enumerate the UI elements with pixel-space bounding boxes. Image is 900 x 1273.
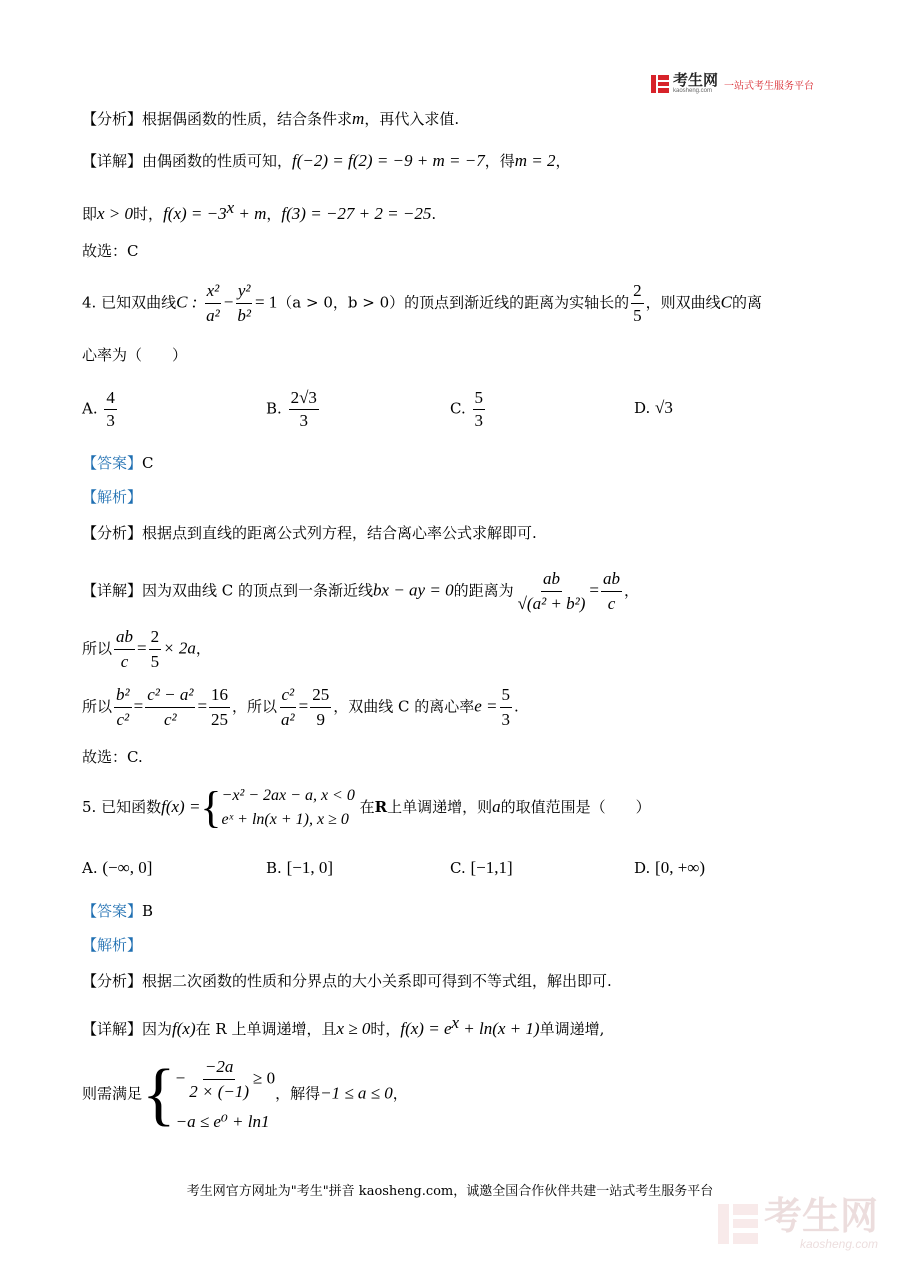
q3-analysis: 【分析】根据偶函数的性质，结合条件求m，再代入求值. [82, 109, 460, 128]
q4-option-a: A. $\frac{4}{3}$ [82, 388, 115, 430]
watermark [718, 1197, 878, 1251]
q4-answer: 【答案】C [82, 454, 154, 472]
q4-frac-y: $\frac{\text{y²}}{\text{b²}}$ [237, 281, 251, 325]
header-slogan: 一站式考生服务平台 [724, 80, 814, 92]
watermark-logo-icon [718, 1204, 758, 1244]
q5-answer: 【答案】B [82, 902, 154, 920]
q5-option-b: B. [−1, 0] [266, 858, 333, 877]
q4-option-d: D. √3 [634, 398, 673, 417]
system-brace: { [142, 1055, 176, 1133]
logo-icon [651, 75, 669, 93]
q5-option-a: A. (−∞, 0] [82, 858, 153, 877]
q3-choice: 故选：C [82, 242, 139, 260]
q5-system: 则需满足{ − $\frac{-2a}{2 \times (-1)}$ ≥ 0 −a ≤ e⁰ + ln1 ，解得−1 ≤ a ≤ 0， [82, 1055, 408, 1133]
q5-analysis: 【分析】根据二次函数的性质和分界点的大小关系即可得到不等式组，解出即可. [82, 972, 612, 990]
q4-option-c: C. $\frac{5}{3}$ [450, 388, 483, 430]
q4-detail-line2: 所以 $\frac{ab}{c}$ = $\frac{2}{5}$ × 2a， [82, 627, 211, 671]
q5-cases: −x² − 2ax − a, x < 0 eˣ + ln(x + 1), x ≥ 0 [221, 787, 355, 828]
watermark-text: 考生网 [763, 1196, 878, 1238]
q5-jiexi: 【解析】 [82, 936, 143, 954]
q4-option-b: B. $\frac{2√3}{3}$ [266, 388, 317, 430]
q4-jiexi: 【解析】 [82, 488, 143, 506]
q4-analysis: 【分析】根据点到直线的距离公式列方程，结合离心率公式求解即可. [82, 524, 537, 542]
q4-stem-line2: 心率为（ ） [82, 346, 188, 364]
q5-detail: 【详解】因为f(x)在 R 上单调递增，且x ≥ 0时，$f(x) = e^x + \ln(x + 1)$单调递增, [82, 1013, 605, 1038]
logo [673, 74, 718, 94]
logo-text: 考生网 [672, 72, 718, 89]
q4-detail: 【详解】因为双曲线 C 的顶点到一条渐近线bx − ay = 0的距离为 $\frac{ab}{\text{√(a² + b²)}}$ = $\frac{ab}{c}$ ， [82, 569, 640, 613]
left-brace: { [200, 783, 222, 832]
q4-stem: 4. 已知双曲线C : $\frac{\text{x²}}{\text{a²}}$ − $\frac{\text{y²}}{\text{b²}}$ = 1（a > 0，b > 0）的顶点到渐近线的距离为实轴长的 $\frac{2}{5}$ ，则双曲线C的离 [82, 281, 763, 325]
q3-detail: 【详解】由偶函数的性质可知，f(−2) = f(2) = −9 + m = −7，得m = 2， [82, 151, 571, 170]
q4-ratio: $\frac{2}{5}$ [633, 281, 642, 325]
q5-stem: 5. 已知函数f(x) ={ −x² − 2ax − a, x < 0 eˣ + ln(x + 1), x ≥ 0 在R上单调递增，则a的取值范围是（ ） [82, 783, 651, 832]
q4-detail-line3: 所以 $\frac{\text{b²}}{\text{c²}}$ = $\frac{\text{c² − a²}}{\text{c²}}$ = $\frac{16}{25}$ ，所以 $\frac{\text{c²}}{\text{a²}}$ = $\frac{25}{9}$ ，双曲线 C 的离心率e = $\frac{5}{3}$ . [82, 685, 519, 729]
site-header [651, 74, 814, 94]
logo-domain: kaosheng.com [672, 88, 713, 94]
page-footer: 考生网官方网址为"考生"拼音 kaosheng.com，诚邀全国合作伙伴共建一站式考生服务平台 [186, 1184, 714, 1199]
q4-choice: 故选：C. [82, 748, 143, 766]
q5-option-c: C. [−1,1] [450, 858, 513, 877]
q4-frac-x: $\frac{\text{x²}}{\text{a²}}$ [206, 281, 220, 325]
q3-detail-line2: 即x > 0时，$f(x) = -3^x + m$，f(3) = −27 + 2 = −25. [82, 198, 437, 223]
watermark-domain: kaosheng.com [799, 1237, 878, 1251]
q5-option-d: D. [0, +∞) [634, 858, 706, 877]
